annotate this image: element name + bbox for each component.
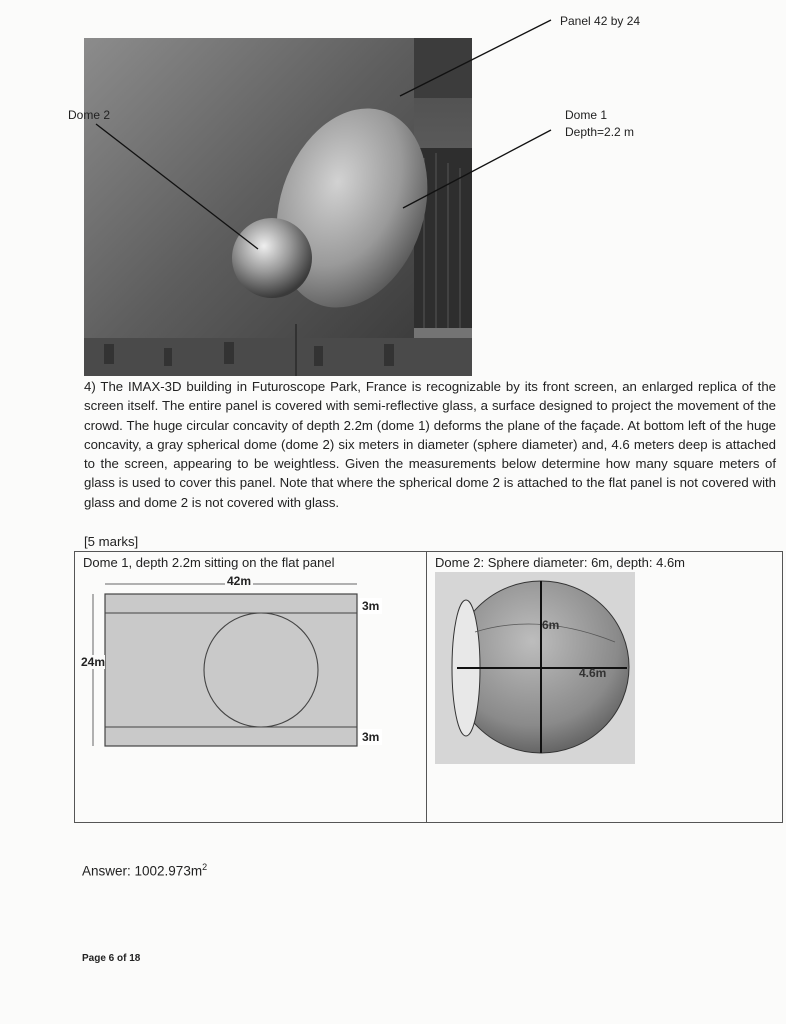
depth-label: 4.6m	[579, 666, 607, 680]
dome2-label: Dome 2	[68, 108, 111, 122]
page-footer: Page 6 of 18	[82, 953, 141, 964]
dome1-label: Dome 1	[565, 108, 608, 122]
height-label: 24m	[81, 655, 106, 669]
diameter-label: 6m	[542, 618, 560, 632]
figure-table	[74, 551, 783, 823]
annotation-lines	[0, 0, 786, 400]
figure1-diagram	[85, 572, 405, 752]
table-divider	[426, 552, 427, 822]
width-label: 42m	[227, 574, 252, 588]
answer	[82, 862, 207, 879]
marks: [5 marks]	[84, 534, 139, 549]
figure2-caption: Dome 2: Sphere diameter: 6m, depth: 4.6m	[435, 555, 686, 570]
answer-text: Answer: 1002.973m	[82, 863, 203, 879]
bottom-margin-label: 3m	[359, 729, 382, 745]
top-margin-label: 3m	[359, 598, 382, 614]
panel-label: Panel 42 by 24	[560, 14, 641, 28]
answer-exponent: 2	[202, 862, 208, 872]
figure1-caption: Dome 1, depth 2.2m sitting on the flat panel	[83, 555, 335, 570]
question-text: 4) The IMAX-3D building in Futuroscope Park, France is recognizable by its front screen, an enlarged replica of the screen itself. The entire panel is covered with semi-reflective glass, a surface designed to project the movement of the crowd. The huge circular concavity of depth 2.2m (dome 1) deforms the plane of the façade. At bottom left of the huge concavity, a gray spherical dome (dome 2) six meters in diameter (sphere diameter) and, 4.6 meters deep is attached to the screen, appearing to be weightless. Given the measurements below determine how many square meters of glass is used to cover this panel. Note that where the spherical dome 2 is attached to the flat panel is not covered with glass and dome 2 is not covered with glass.	[84, 379, 776, 510]
dome1-depth-label: Depth=2.2 m	[565, 125, 635, 139]
